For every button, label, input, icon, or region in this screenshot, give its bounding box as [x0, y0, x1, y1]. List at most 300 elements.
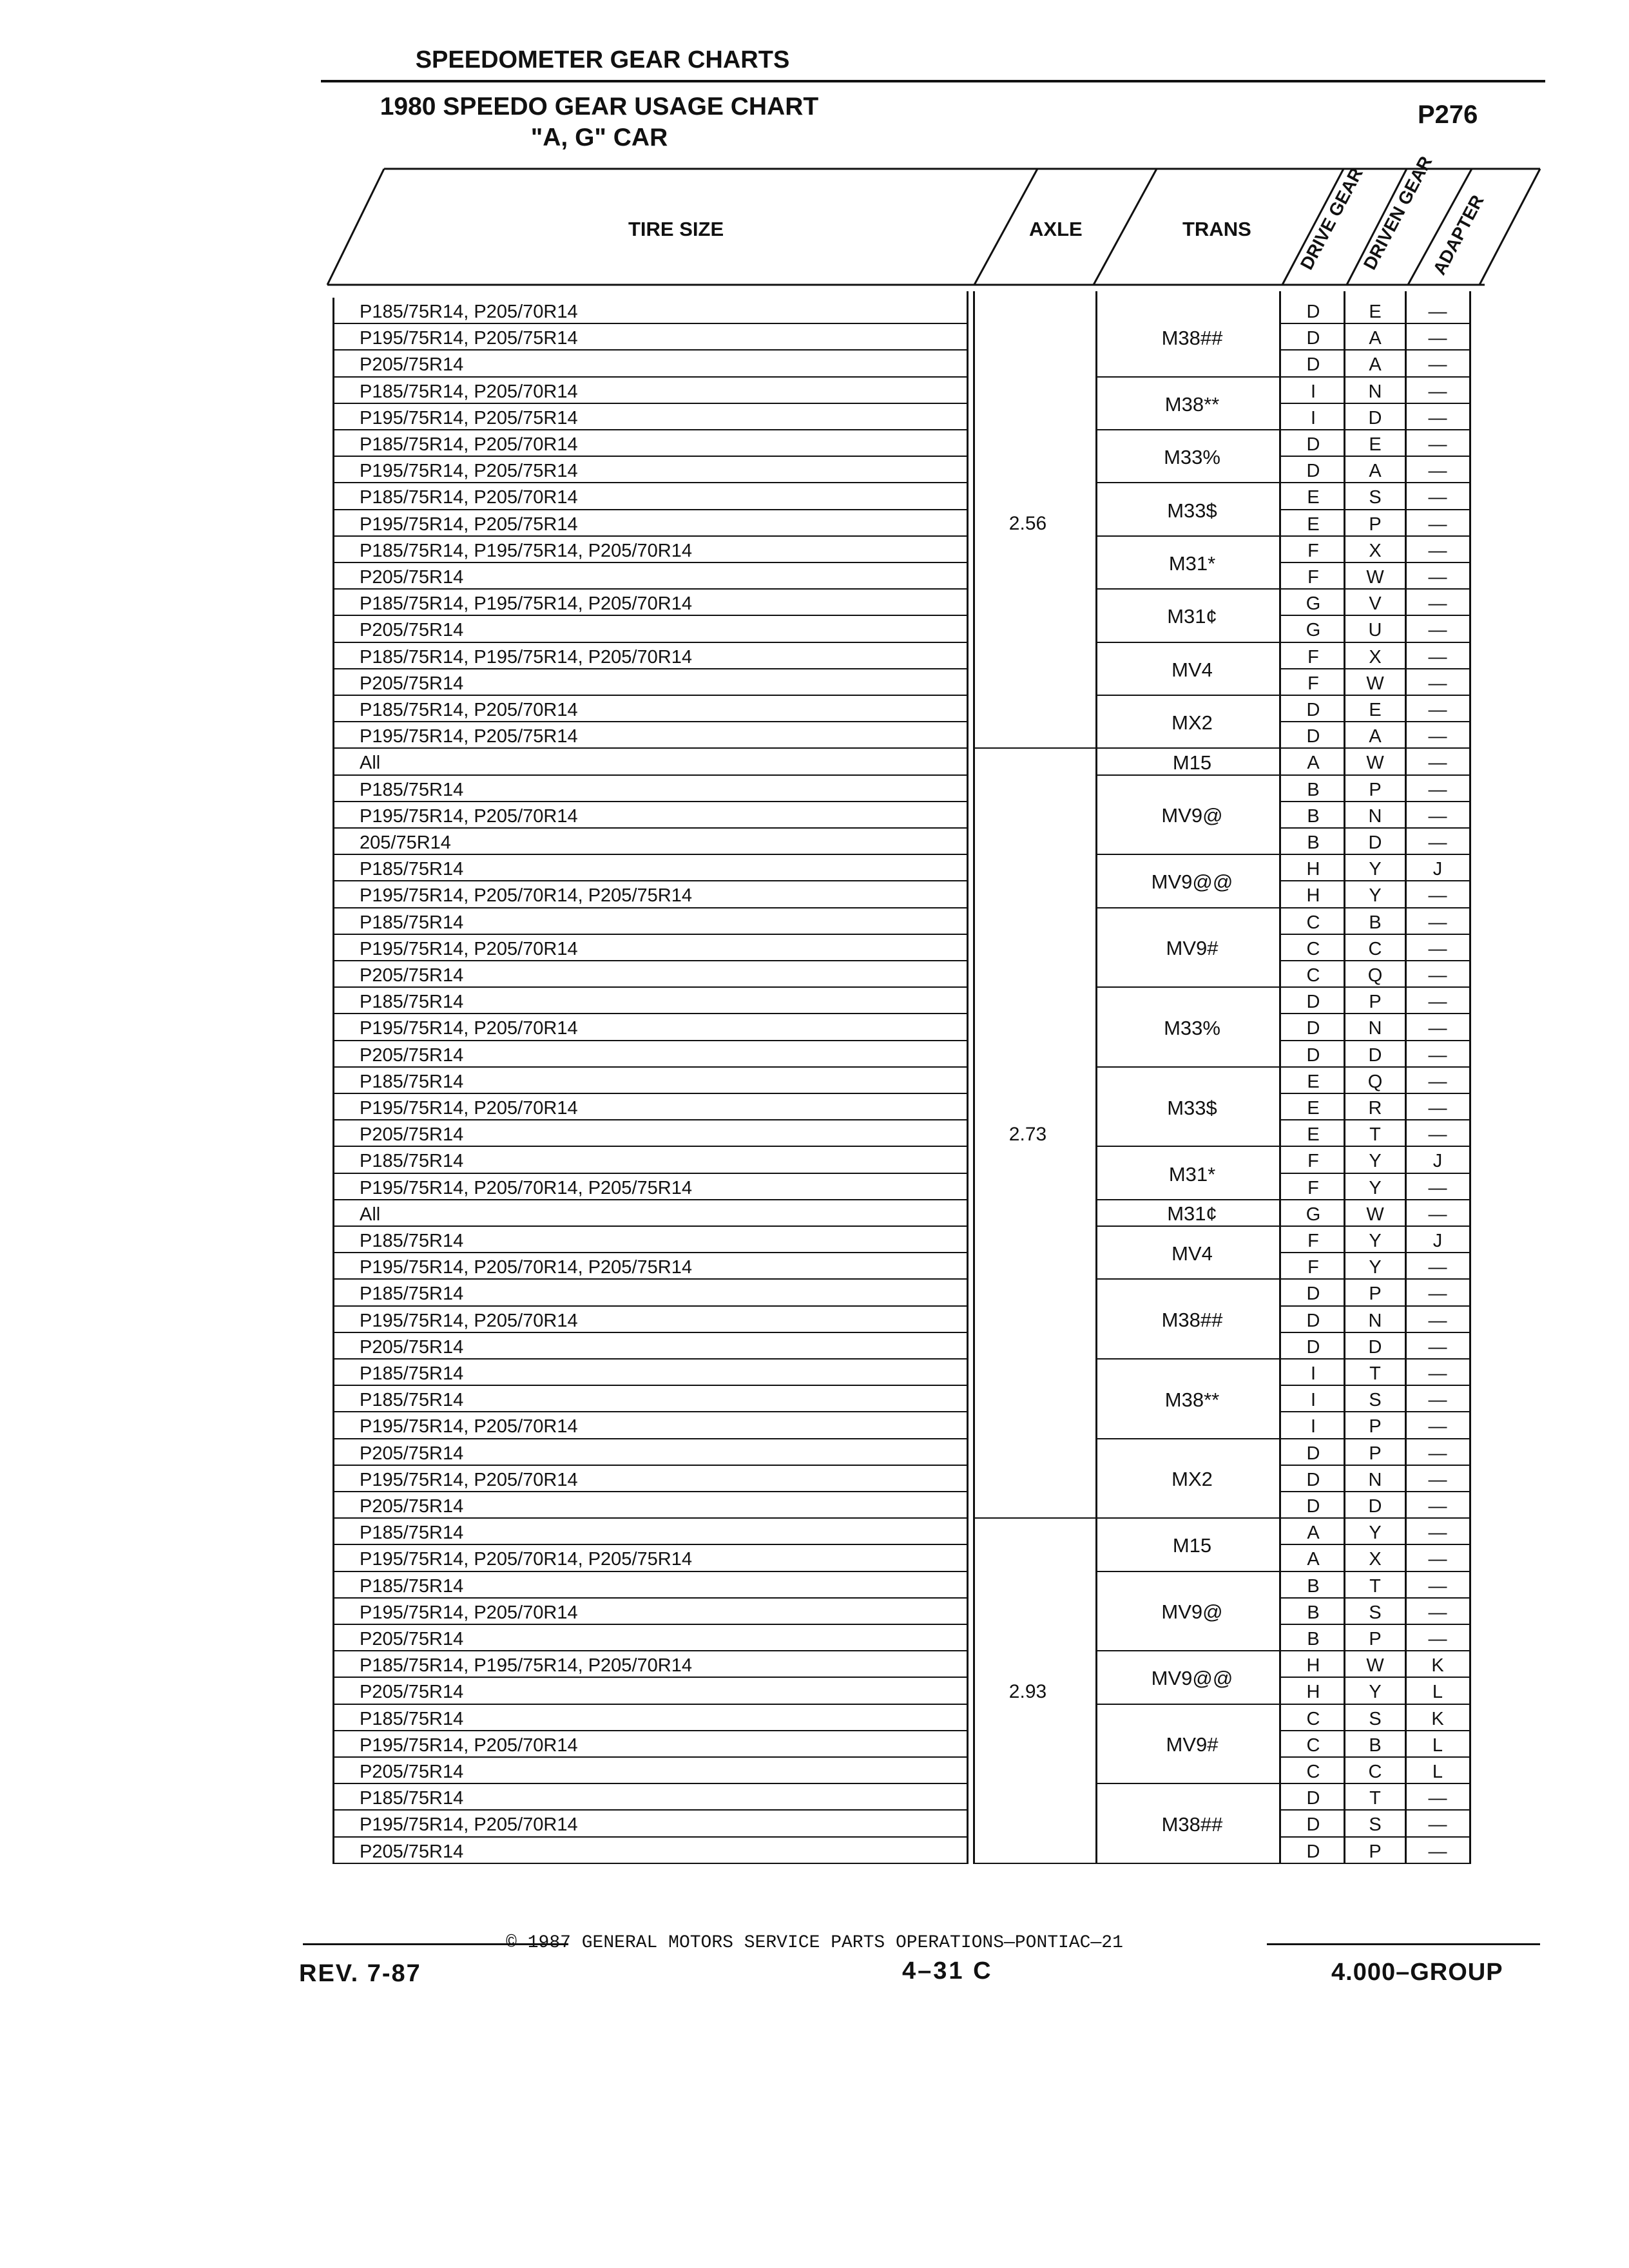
adapter-cell: —	[1428, 1523, 1447, 1544]
driven-gear-cell: W	[1366, 1655, 1384, 1677]
driven-gear-cell: Y	[1369, 1151, 1382, 1172]
drive-gear-cell: D	[1306, 1336, 1320, 1358]
driven-gear-cell: N	[1368, 1469, 1382, 1490]
drive-gear-cell: B	[1307, 1575, 1320, 1597]
adapter-cell: J	[1432, 859, 1443, 880]
trans-cell: MV9#	[1166, 1733, 1219, 1756]
tire-size-cell: P195/75R14, P205/70R14	[360, 1310, 578, 1331]
tire-size-cell: P195/75R14, P205/75R14	[360, 726, 578, 747]
tire-size-cell: P205/75R14	[360, 1682, 464, 1703]
tire-size-cell: P195/75R14, P205/70R14, P205/75R14	[360, 885, 692, 907]
adapter-cell: —	[1428, 1496, 1447, 1517]
adapter-cell: —	[1428, 779, 1447, 800]
tire-size-cell: P185/75R14, P195/75R14, P205/70R14	[360, 1655, 692, 1677]
tire-size-cell: P185/75R14	[360, 1151, 464, 1172]
adapter-cell: —	[1428, 1257, 1447, 1278]
driven-gear-cell: S	[1369, 1390, 1382, 1411]
row-rule	[333, 1438, 967, 1439]
drive-gear-cell: B	[1307, 779, 1320, 800]
row-rule	[1279, 1411, 1469, 1412]
drive-gear-cell: F	[1307, 540, 1319, 561]
drive-gear-cell: B	[1307, 832, 1320, 853]
adapter-cell: —	[1428, 1443, 1447, 1464]
row-rule	[1279, 1278, 1469, 1280]
adapter-cell: —	[1428, 1336, 1447, 1358]
row-rule	[333, 1411, 967, 1412]
driven-gear-cell: X	[1369, 1549, 1382, 1570]
chart-subtitle: "A, G" CAR	[530, 124, 668, 151]
driven-gear-cell: P	[1369, 1841, 1382, 1862]
tire-size-cell: P185/75R14	[360, 1283, 464, 1305]
trans-cell: M33%	[1164, 1017, 1220, 1039]
row-rule	[1279, 1730, 1469, 1731]
trans-group-rule	[1095, 1571, 1279, 1572]
tire-size-cell: P195/75R14, P205/70R14, P205/75R14	[360, 1257, 692, 1278]
row-rule	[333, 827, 967, 829]
row-rule	[333, 349, 967, 351]
tire-size-cell: All	[360, 1204, 381, 1225]
drive-gear-cell: D	[1306, 992, 1320, 1013]
adapter-cell: —	[1428, 885, 1447, 907]
row-rule	[1279, 1013, 1469, 1014]
tire-size-cell: P185/75R14	[360, 859, 464, 880]
drive-gear-cell: D	[1306, 1443, 1320, 1464]
driven-gear-cell: B	[1369, 912, 1382, 933]
drive-gear-cell: C	[1306, 1708, 1320, 1729]
tire-size-cell: P185/75R14, P195/75R14, P205/70R14	[360, 646, 692, 668]
trans-group-rule	[1095, 482, 1279, 483]
row-rule	[333, 1650, 967, 1651]
driven-gear-cell: P	[1369, 779, 1382, 800]
driven-gear-cell: A	[1369, 328, 1382, 349]
tire-size-cell: P195/75R14, P205/70R14	[360, 1735, 578, 1756]
tire-size-cell: P195/75R14, P205/70R14	[360, 1814, 578, 1836]
row-rule	[1279, 880, 1469, 881]
row-rule	[1279, 934, 1469, 935]
driven-gear-cell: N	[1368, 1018, 1382, 1039]
drive-gear-cell: C	[1306, 965, 1320, 986]
tire-size-cell: All	[360, 753, 381, 774]
row-rule	[1279, 615, 1469, 616]
driven-gear-cell: W	[1366, 673, 1384, 694]
row-rule	[333, 376, 967, 378]
trans-cell: MX2	[1171, 711, 1213, 735]
drive-gear-cell: G	[1306, 620, 1321, 641]
tire-size-cell: P185/75R14, P205/70R14	[360, 487, 578, 508]
tire-size-cell: P185/75R14	[360, 779, 464, 800]
driven-gear-cell: Y	[1369, 859, 1382, 880]
tire-size-cell: P185/75R14, P205/70R14	[360, 700, 578, 720]
adapter-cell: —	[1428, 593, 1447, 615]
adapter-cell: —	[1428, 434, 1447, 455]
driven-gear-cell: Y	[1369, 1523, 1382, 1544]
row-rule	[1279, 1438, 1469, 1439]
col-header-trans: TRANS	[1182, 218, 1251, 240]
row-rule	[333, 1597, 967, 1599]
drive-gear-cell: D	[1306, 328, 1320, 349]
driven-gear-cell: E	[1369, 700, 1382, 720]
tire-size-cell: P205/75R14	[360, 1841, 464, 1862]
tire-size-cell: P195/75R14, P205/70R14	[360, 1098, 578, 1119]
row-rule	[1279, 1358, 1469, 1360]
adapter-cell: —	[1428, 938, 1447, 959]
tire-size-cell: P185/75R14, P195/75R14, P205/70R14	[360, 593, 692, 615]
row-rule	[333, 668, 967, 669]
row-rule	[333, 986, 967, 988]
col-divider	[973, 291, 975, 1864]
adapter-cell: —	[1428, 1788, 1447, 1809]
driven-gear-cell: P	[1369, 514, 1382, 535]
trans-group-rule	[1095, 642, 1279, 643]
row-rule	[1279, 562, 1469, 563]
row-rule	[333, 1571, 967, 1572]
trans-cell: MV9@	[1161, 804, 1223, 827]
trans-cell: MV9@@	[1151, 870, 1233, 894]
row-rule	[1279, 1756, 1469, 1758]
driven-gear-cell: N	[1368, 381, 1382, 402]
row-rule	[333, 1358, 967, 1360]
adapter-cell: —	[1428, 832, 1447, 853]
row-rule	[1279, 827, 1469, 829]
driven-gear-cell: C	[1368, 938, 1382, 959]
drive-gear-cell: H	[1306, 859, 1320, 880]
driven-gear-cell: X	[1369, 646, 1382, 668]
trans-cell: M38**	[1164, 1388, 1220, 1411]
copyright-note: © 1987 GENERAL MOTORS SERVICE PARTS OPERATIONS—PONTIAC—21	[506, 1933, 1123, 1953]
adapter-cell: —	[1428, 1575, 1447, 1597]
adapter-cell: —	[1428, 1549, 1447, 1570]
adapter-cell: —	[1428, 646, 1447, 668]
row-rule	[1279, 482, 1469, 483]
drive-gear-cell: B	[1307, 1602, 1320, 1623]
adapter-cell: L	[1432, 1735, 1443, 1756]
row-rule	[1279, 1066, 1469, 1068]
row-rule	[333, 1252, 967, 1253]
adapter-cell: —	[1428, 461, 1447, 482]
trans-cell: MV4	[1171, 658, 1213, 681]
driven-gear-cell: P	[1369, 1416, 1382, 1437]
row-rule	[333, 1491, 967, 1492]
drive-gear-cell: H	[1306, 1655, 1320, 1677]
trans-cell: M33$	[1167, 499, 1217, 522]
row-rule	[333, 1278, 967, 1280]
trans-group-rule	[1095, 1278, 1279, 1280]
drive-gear-cell: D	[1306, 1469, 1320, 1490]
row-rule	[333, 1332, 967, 1333]
tire-size-cell: P185/75R14	[360, 912, 464, 933]
tire-size-cell: P185/75R14	[360, 1575, 464, 1597]
tire-size-cell: P195/75R14, P205/75R14	[360, 407, 578, 428]
adapter-cell: —	[1428, 1018, 1447, 1039]
row-rule	[333, 1809, 967, 1811]
row-rule	[1279, 1305, 1469, 1307]
adapter-cell: —	[1428, 1204, 1447, 1225]
adapter-cell: —	[1428, 726, 1447, 747]
axle-ratio-cell: 2.93	[1008, 1681, 1047, 1702]
drive-gear-cell: H	[1306, 885, 1320, 907]
adapter-cell: J	[1432, 1231, 1443, 1251]
axle-group-rule	[973, 1863, 1095, 1864]
trans-group-rule	[1095, 1438, 1279, 1439]
adapter-cell: —	[1428, 1363, 1447, 1384]
row-rule	[333, 1836, 967, 1838]
page-code: P276	[1418, 101, 1478, 129]
adapter-cell: —	[1428, 1469, 1447, 1490]
row-rule	[333, 1305, 967, 1307]
row-rule	[1279, 1836, 1469, 1838]
col-header-axle: AXLE	[1029, 218, 1083, 240]
tire-size-cell: P195/75R14, P205/70R14	[360, 1018, 578, 1039]
driven-gear-cell: U	[1368, 620, 1382, 641]
driven-gear-cell: Q	[1367, 965, 1383, 986]
adapter-cell: —	[1428, 1283, 1447, 1305]
tire-size-cell: P185/75R14	[360, 1071, 464, 1092]
col-header-drive-gear: DRIVE GEAR	[1296, 164, 1367, 273]
row-rule	[1279, 509, 1469, 510]
drive-gear-cell: H	[1306, 1682, 1320, 1703]
revision-label: REV. 7-87	[299, 1960, 421, 1987]
row-rule	[1279, 1544, 1469, 1545]
trans-group-rule	[1095, 535, 1279, 537]
drive-gear-cell: D	[1306, 700, 1320, 720]
driven-gear-cell: S	[1369, 487, 1382, 508]
drive-gear-cell: C	[1306, 1762, 1320, 1782]
col-divider	[1405, 291, 1407, 1864]
adapter-cell: —	[1428, 965, 1447, 986]
row-rule	[333, 615, 967, 616]
row-rule	[1279, 376, 1469, 378]
driven-gear-cell: V	[1369, 593, 1382, 615]
row-rule	[1279, 801, 1469, 802]
adapter-cell: —	[1428, 381, 1447, 402]
adapter-cell: —	[1428, 407, 1447, 428]
driven-gear-cell: Y	[1369, 1177, 1382, 1198]
driven-gear-cell: T	[1369, 1575, 1381, 1597]
row-rule	[333, 747, 967, 749]
row-rule	[333, 1066, 967, 1068]
row-rule	[1279, 1863, 1469, 1864]
drive-gear-cell: D	[1306, 354, 1320, 376]
col-header-driven-gear: DRIVEN GEAR	[1359, 153, 1436, 273]
row-rule	[1279, 642, 1469, 643]
adapter-cell: —	[1428, 487, 1447, 508]
col-divider	[1095, 291, 1097, 1864]
tire-size-cell: P195/75R14, P205/70R14, P205/75R14	[360, 1177, 692, 1198]
trans-group-rule	[1095, 429, 1279, 430]
trans-group-rule	[1095, 854, 1279, 855]
group-label: 4.000–GROUP	[1331, 1959, 1503, 1986]
adapter-cell: —	[1428, 620, 1447, 641]
row-rule	[1279, 456, 1469, 457]
drive-gear-cell: E	[1307, 1124, 1320, 1146]
drive-gear-cell: C	[1306, 938, 1320, 959]
trans-cell: M31¢	[1167, 1202, 1217, 1225]
row-rule	[1279, 695, 1469, 696]
tire-size-cell: P205/75R14	[360, 1496, 464, 1517]
trans-group-rule	[1095, 1650, 1279, 1651]
adapter-cell: —	[1428, 992, 1447, 1013]
driven-gear-cell: P	[1369, 992, 1382, 1013]
row-rule	[333, 1544, 967, 1545]
trans-group-rule	[1095, 376, 1279, 378]
row-rule	[333, 509, 967, 510]
driven-gear-cell: T	[1369, 1363, 1381, 1384]
page-title: SPEEDOMETER GEAR CHARTS	[415, 46, 790, 73]
tire-size-cell: P205/75R14	[360, 673, 464, 694]
row-rule	[333, 1624, 967, 1625]
tire-size-cell: P195/75R14, P205/70R14	[360, 805, 578, 827]
row-rule	[333, 774, 967, 776]
adapter-cell: —	[1428, 673, 1447, 694]
drive-gear-cell: G	[1306, 593, 1321, 615]
row-rule	[333, 482, 967, 483]
adapter-cell: L	[1432, 1682, 1443, 1703]
trans-group-rule	[1095, 1517, 1279, 1519]
row-rule	[1279, 668, 1469, 669]
row-rule	[333, 535, 967, 537]
driven-gear-cell: A	[1369, 461, 1382, 482]
axle-group-rule	[973, 1517, 1095, 1519]
tire-size-cell: 205/75R14	[360, 832, 451, 853]
row-rule	[1279, 403, 1469, 404]
row-rule	[333, 1040, 967, 1041]
driven-gear-cell: S	[1369, 1708, 1382, 1729]
adapter-cell: —	[1428, 1310, 1447, 1331]
trans-cell: MV9#	[1166, 937, 1219, 960]
driven-gear-cell: T	[1369, 1124, 1381, 1146]
row-rule	[1279, 1199, 1469, 1200]
drive-gear-cell: E	[1307, 514, 1320, 535]
row-rule	[1279, 1332, 1469, 1333]
driven-gear-cell: W	[1366, 753, 1384, 774]
drive-gear-cell: D	[1306, 302, 1320, 322]
row-rule	[1279, 1146, 1469, 1147]
trans-group-rule	[1095, 1146, 1279, 1147]
adapter-cell: L	[1432, 1762, 1443, 1782]
drive-gear-cell: C	[1306, 1735, 1320, 1756]
tire-size-cell: P185/75R14	[360, 1231, 464, 1251]
row-rule	[333, 1677, 967, 1678]
driven-gear-cell: N	[1368, 805, 1382, 827]
driven-gear-cell: Y	[1369, 1257, 1382, 1278]
row-rule	[1279, 1173, 1469, 1174]
tire-size-cell: P205/75R14	[360, 1044, 464, 1066]
adapter-cell: —	[1428, 302, 1447, 322]
drive-gear-cell: B	[1307, 1629, 1320, 1649]
tire-size-cell: P185/75R14, P205/70R14	[360, 434, 578, 455]
trans-group-rule	[1095, 1863, 1279, 1864]
row-rule	[333, 642, 967, 643]
row-rule	[333, 588, 967, 590]
row-rule	[333, 1783, 967, 1784]
driven-gear-cell: Y	[1369, 1231, 1382, 1251]
axle-group-rule	[973, 747, 1095, 749]
drive-gear-cell: D	[1306, 1496, 1320, 1517]
tire-size-cell: P195/75R14, P205/70R14	[360, 1469, 578, 1490]
adapter-cell: —	[1428, 1071, 1447, 1092]
row-rule	[333, 1756, 967, 1758]
drive-gear-cell: D	[1306, 1310, 1320, 1331]
driven-gear-cell: W	[1366, 567, 1384, 588]
tire-size-cell: P185/75R14	[360, 1523, 464, 1544]
row-rule	[333, 1385, 967, 1386]
trans-cell: M38##	[1161, 1309, 1223, 1332]
tire-size-cell: P195/75R14, P205/70R14	[360, 1602, 578, 1623]
drive-gear-cell: D	[1306, 1814, 1320, 1836]
drive-gear-cell: D	[1306, 726, 1320, 747]
drive-gear-cell: C	[1306, 912, 1320, 933]
tire-size-cell: P185/75R14	[360, 1788, 464, 1809]
driven-gear-cell: Y	[1369, 1682, 1382, 1703]
row-rule	[333, 1704, 967, 1705]
row-rule	[333, 403, 967, 404]
driven-gear-cell: E	[1369, 302, 1382, 322]
trans-cell: MX2	[1171, 1468, 1213, 1491]
row-rule	[333, 1465, 967, 1466]
adapter-cell: —	[1428, 1841, 1447, 1862]
trans-group-rule	[1095, 1358, 1279, 1360]
trans-cell: M15	[1172, 751, 1212, 774]
drive-gear-cell: F	[1307, 1231, 1319, 1251]
row-rule	[333, 880, 967, 881]
adapter-cell: —	[1428, 1098, 1447, 1119]
driven-gear-cell: D	[1368, 407, 1382, 428]
row-rule	[1279, 1517, 1469, 1519]
trans-cell: M15	[1172, 1534, 1212, 1557]
row-rule	[333, 1517, 967, 1519]
row-rule	[1279, 986, 1469, 988]
col-header-tire-size: TIRE SIZE	[628, 218, 724, 240]
row-rule	[1279, 907, 1469, 908]
drive-gear-cell: G	[1306, 1204, 1321, 1225]
adapter-cell: —	[1428, 1177, 1447, 1198]
driven-gear-cell: D	[1368, 1336, 1382, 1358]
driven-gear-cell: S	[1369, 1602, 1382, 1623]
row-rule	[1279, 1465, 1469, 1466]
chart-title: 1980 SPEEDO GEAR USAGE CHART	[380, 93, 819, 120]
tire-size-cell: P195/75R14, P205/70R14	[360, 938, 578, 959]
driven-gear-cell: D	[1368, 832, 1382, 853]
trans-cell: M38**	[1164, 392, 1220, 416]
tire-size-cell: P205/75R14	[360, 1762, 464, 1782]
trans-group-rule	[1095, 695, 1279, 696]
driven-gear-cell: P	[1369, 1443, 1382, 1464]
row-rule	[1279, 349, 1469, 351]
row-rule	[333, 801, 967, 802]
adapter-cell: —	[1428, 753, 1447, 774]
row-rule	[333, 456, 967, 457]
tire-size-cell: P205/75R14	[360, 1124, 464, 1146]
trans-group-rule	[1095, 986, 1279, 988]
trans-cell: M31¢	[1167, 605, 1217, 628]
drive-gear-cell: F	[1307, 567, 1319, 588]
tire-size-cell: P195/75R14, P205/75R14	[360, 514, 578, 535]
adapter-cell: J	[1432, 1151, 1443, 1172]
row-rule	[1279, 1597, 1469, 1599]
row-rule	[1279, 1677, 1469, 1678]
row-rule	[333, 323, 967, 324]
adapter-cell: K	[1431, 1655, 1444, 1677]
tire-size-cell: P185/75R14	[360, 992, 464, 1013]
adapter-cell: —	[1428, 700, 1447, 720]
row-rule	[333, 1093, 967, 1094]
row-rule	[1279, 535, 1469, 537]
tire-size-cell: P185/75R14, P205/70R14	[360, 381, 578, 402]
row-rule	[1279, 588, 1469, 590]
adapter-cell: —	[1428, 1602, 1447, 1623]
driven-gear-cell: D	[1368, 1044, 1382, 1066]
drive-gear-cell: D	[1306, 434, 1320, 455]
